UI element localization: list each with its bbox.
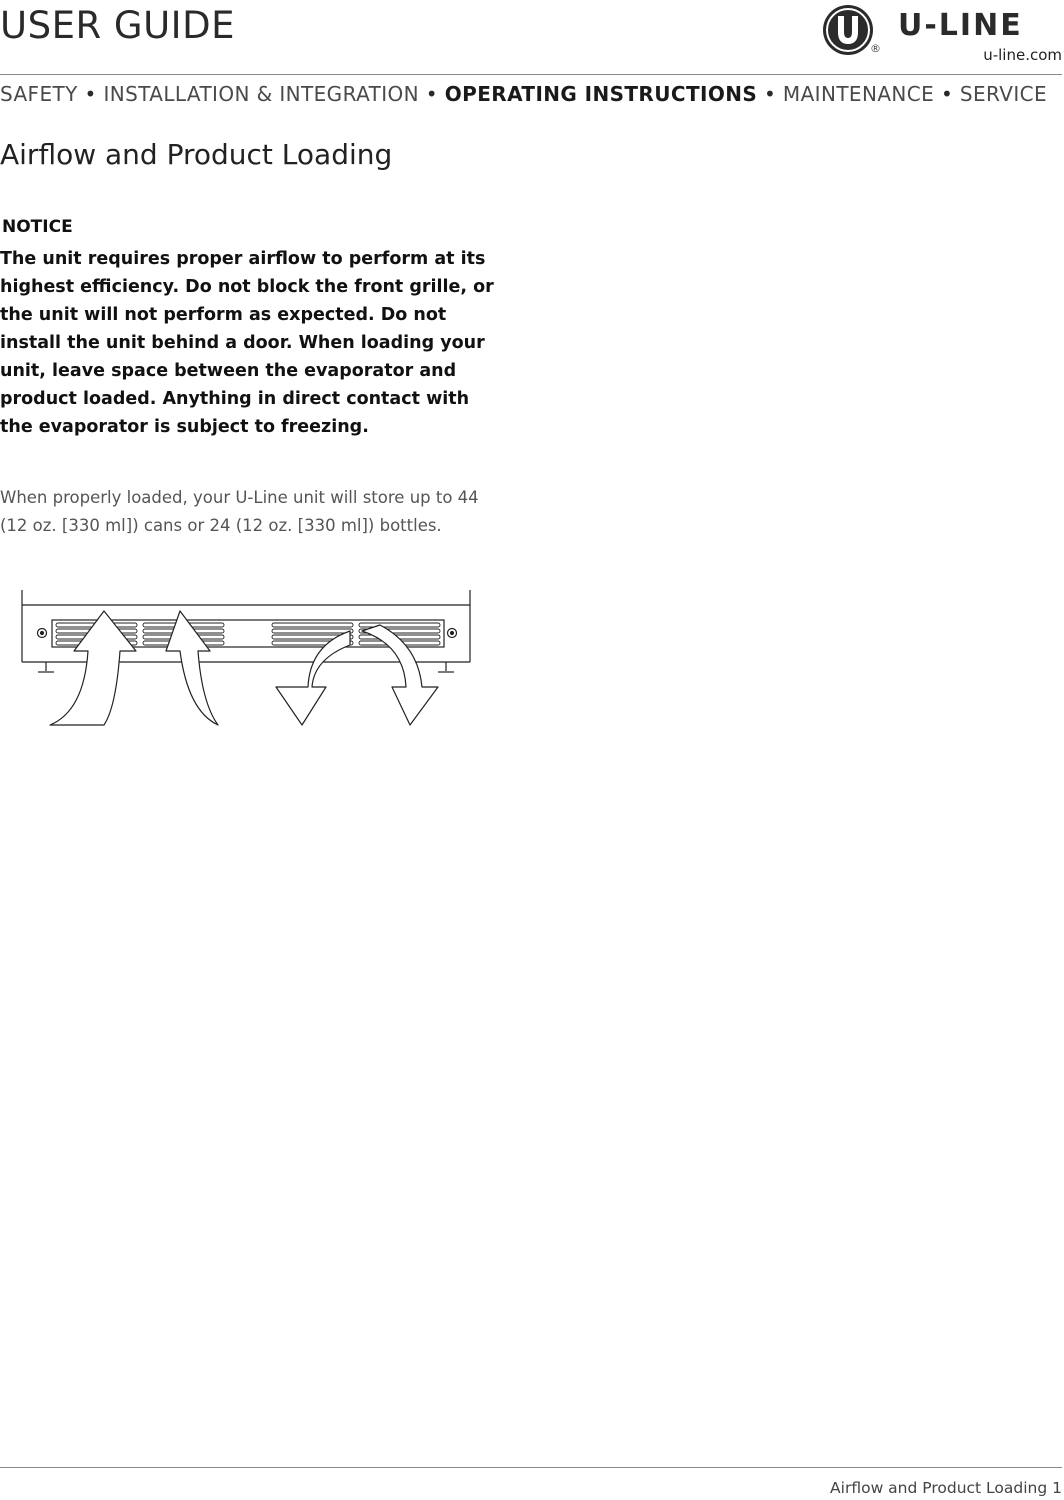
section-title: Airflow and Product Loading (0, 138, 393, 171)
intake-arrow-1 (50, 611, 136, 725)
exhaust-arrow-2 (362, 625, 438, 725)
registered-mark: ® (870, 42, 881, 55)
brand-logo (822, 2, 1062, 64)
logo-wordmark: U-LINE (898, 8, 1023, 43)
notice-text: The unit requires proper airflow to perform at its highest efficiency. Do not block the front grille, or the unit will not perform as expected. Do not install the unit behind a door. When loading your unit, leave space between the evaporator and product loaded. Anything in direct contact with the evaporator is subject to freezing. (0, 249, 494, 437)
airflow-grille-diagram (18, 585, 478, 730)
intake-arrow-2 (166, 611, 218, 725)
website-url: u-line.com (983, 46, 1062, 64)
nav-item-maintenance: MAINTENANCE (782, 82, 935, 106)
section-navigation (0, 82, 1062, 106)
nav-separator: • (84, 82, 104, 106)
nav-item-safety: SAFETY (0, 82, 78, 106)
document-title: USER GUIDE (0, 4, 235, 47)
nav-item-installation: INSTALLATION & INTEGRATION (103, 82, 420, 106)
nav-separator: • (763, 82, 783, 106)
footer-divider (0, 1467, 1062, 1468)
nav-separator: • (940, 82, 960, 106)
nav-item-operating-instructions: OPERATING INSTRUCTIONS (444, 82, 758, 106)
page-footer: Airflow and Product Loading 1 (830, 1479, 1062, 1497)
loading-capacity-text: When properly loaded, your U-Line unit will store up to 44 (12 oz. [330 ml]) cans or 24 (12 oz. [330 ml]) bottles. (0, 488, 479, 535)
nav-item-service: SERVICE (959, 82, 1048, 106)
header-divider (0, 74, 1062, 75)
notice-label: NOTICE (2, 217, 73, 237)
nav-separator: • (425, 82, 445, 106)
